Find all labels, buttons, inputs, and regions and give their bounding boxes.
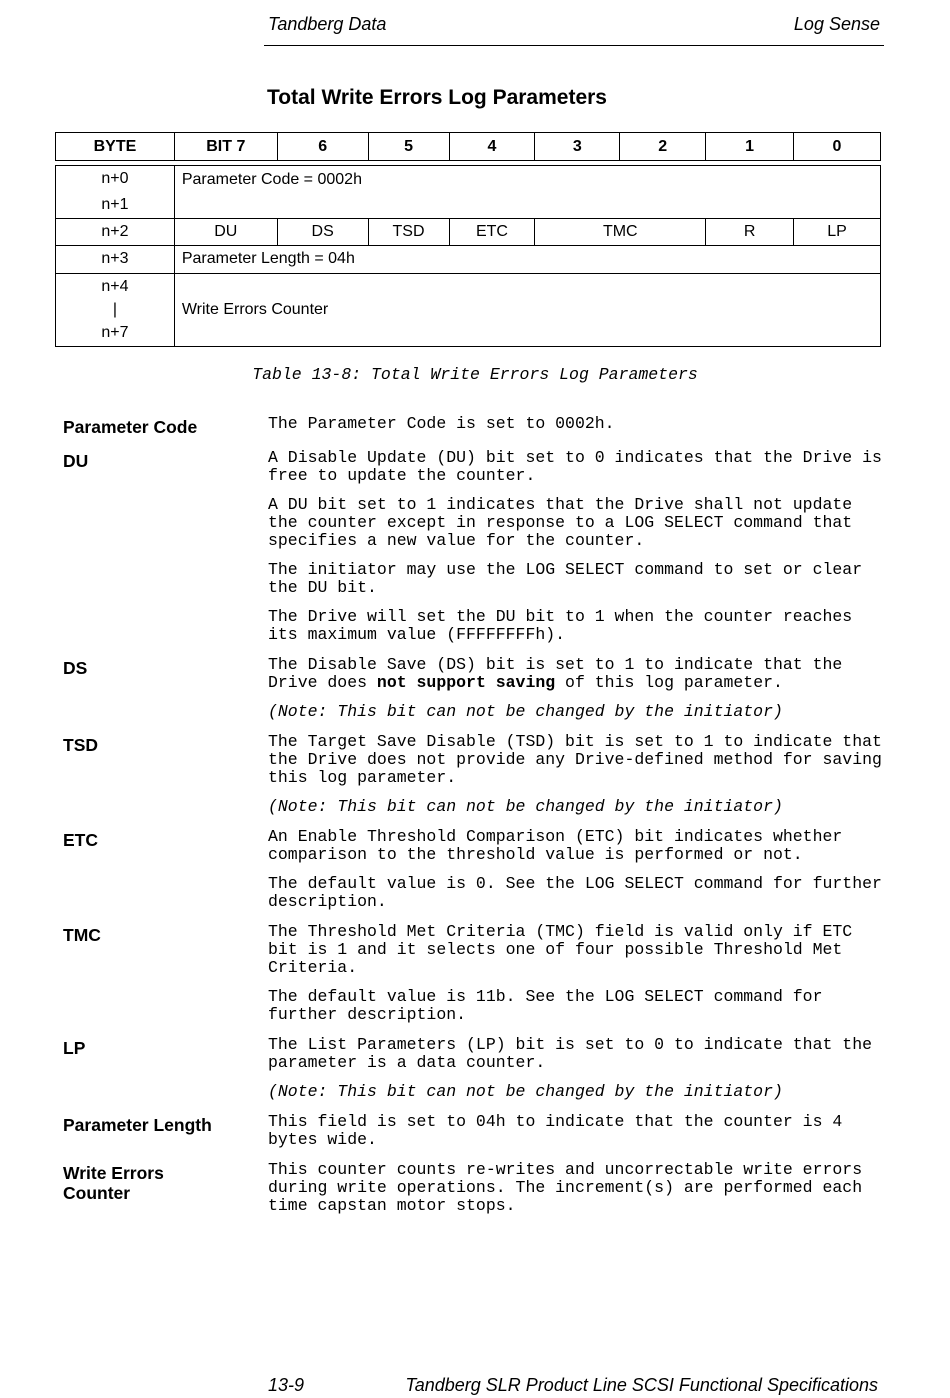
table-caption: Table 13-8: Total Write Errors Log Parameters: [252, 365, 698, 384]
header-right: Log Sense: [793, 14, 880, 34]
byte-cell-n3: n+3: [56, 246, 175, 273]
definition-write-errors-counter: [63, 1161, 888, 1215]
paragraph: An Enable Threshold Comparison (ETC) bit indicates whether comparison to the threshold value is performed or not.: [268, 827, 843, 864]
etc-bit-cell: ETC: [449, 219, 535, 246]
note: (Note: This bit can not be changed by the initiator): [268, 702, 783, 721]
r-bit-cell: R: [706, 219, 794, 246]
note: (Note: This bit can not be changed by the initiator): [268, 797, 783, 816]
term: ETC: [63, 830, 98, 850]
paragraph: A DU bit set to 1 indicates that the Drive shall not update the counter except in response to a LOG SELECT command that specifies a new value for the counter.: [268, 495, 853, 550]
byte-cell-n0-n1: [56, 166, 175, 219]
definition-parameter-code: [63, 415, 888, 437]
note: (Note: This bit can not be changed by the initiator): [268, 1082, 783, 1101]
page-title: Total Write Errors Log Parameters: [267, 86, 607, 109]
header-bit5: 5: [368, 133, 449, 161]
byte-range-separator: |: [112, 301, 117, 319]
tmc-field-cell: TMC: [535, 219, 706, 246]
term-line: Counter: [63, 1183, 131, 1203]
paragraph: A Disable Update (DU) bit set to 0 indicates that the Drive is free to update the counter.: [268, 448, 882, 485]
paragraph: This counter counts re-writes and uncorrectable write errors during write operations. The increment(s) are performed each time capstan motor stops.: [268, 1160, 863, 1215]
byte-label: n+4: [101, 278, 129, 296]
text-run: of this log parameter.: [555, 673, 783, 692]
parameter-code-cell: Parameter Code = 0002h: [174, 166, 880, 219]
header-left: Tandberg Data: [268, 14, 387, 34]
paragraph: [268, 656, 888, 692]
paragraph: The Threshold Met Criteria (TMC) field is valid only if ETC bit is 1 and it selects one of four possible Threshold Met Criteria.: [268, 922, 853, 977]
tsd-bit-cell: TSD: [368, 219, 449, 246]
term: TMC: [63, 925, 101, 945]
term: LP: [63, 1038, 86, 1058]
term-line: Write Errors: [63, 1163, 164, 1183]
write-errors-counter-cell: Write Errors Counter: [174, 273, 880, 346]
header-bit1: 1: [706, 133, 794, 161]
byte-label: n+7: [101, 324, 129, 342]
header-bit4: 4: [449, 133, 535, 161]
paragraph: The Drive will set the DU bit to 1 when the counter reaches its maximum value (FFFFFFFFh).: [268, 607, 853, 644]
paragraph: This field is set to 04h to indicate that the counter is 4 bytes wide.: [268, 1112, 843, 1149]
footer-document-title: Tandberg SLR Product Line SCSI Functional Specifications: [405, 1375, 878, 1395]
text-run: The Disable Save (DS) bit is set to 1 to indicate that the Drive does: [268, 655, 843, 692]
header-bit3: 3: [535, 133, 620, 161]
header-bit6: 6: [277, 133, 368, 161]
paragraph: The List Parameters (LP) bit is set to 0 to indicate that the parameter is a data counter.: [268, 1035, 872, 1072]
byte-cell-n4-n7: [56, 273, 175, 346]
definition-list: [63, 415, 888, 1227]
byte-label: n+1: [101, 196, 129, 214]
lp-bit-cell: LP: [794, 219, 881, 246]
description: [268, 1113, 888, 1149]
definition-tmc: [63, 923, 888, 1024]
header-bit0: 0: [794, 133, 881, 161]
paragraph: The Target Save Disable (TSD) bit is set to 1 to indicate that the Drive does not provide any Drive-defined method for saving this log parameter.: [268, 732, 882, 787]
header-bit2: 2: [620, 133, 706, 161]
definition-parameter-length: [63, 1113, 888, 1149]
header-byte: BYTE: [56, 133, 175, 161]
byte-cell-n2: n+2: [56, 219, 175, 246]
description: [268, 828, 888, 911]
term: Parameter Code: [63, 417, 198, 437]
description: [268, 449, 888, 644]
paragraph: The default value is 11b. See the LOG SELECT command for further description.: [268, 987, 823, 1024]
term: DS: [63, 658, 88, 678]
term: Parameter Length: [63, 1115, 212, 1135]
definition-du: [63, 449, 888, 644]
description: [268, 1161, 888, 1215]
term: TSD: [63, 735, 98, 755]
emphasis: not support saving: [376, 673, 556, 692]
definition-tsd: [63, 733, 888, 816]
paragraph: The default value is 0. See the LOG SELECT command for further description.: [268, 874, 882, 911]
page-number: 13-9: [268, 1375, 305, 1395]
byte-label: n+0: [101, 170, 129, 188]
description: [268, 1036, 888, 1101]
definition-etc: [63, 828, 888, 911]
header-rule: [264, 45, 884, 46]
definition-ds: [63, 656, 888, 721]
definition-lp: [63, 1036, 888, 1101]
paragraph: The Parameter Code is set to 0002h.: [268, 414, 615, 433]
description: [268, 733, 888, 816]
term: DU: [63, 451, 89, 471]
log-parameter-table: [55, 165, 881, 347]
description: [268, 656, 888, 721]
description: [268, 923, 888, 1024]
parameter-length-cell: Parameter Length = 04h: [174, 246, 880, 273]
paragraph: The initiator may use the LOG SELECT command to set or clear the DU bit.: [268, 560, 863, 597]
bit-header-table: [55, 132, 881, 161]
description: [268, 415, 888, 437]
ds-bit-cell: DS: [277, 219, 368, 246]
term: [63, 1161, 268, 1215]
du-bit-cell: DU: [174, 219, 277, 246]
header-bit7: BIT 7: [174, 133, 277, 161]
